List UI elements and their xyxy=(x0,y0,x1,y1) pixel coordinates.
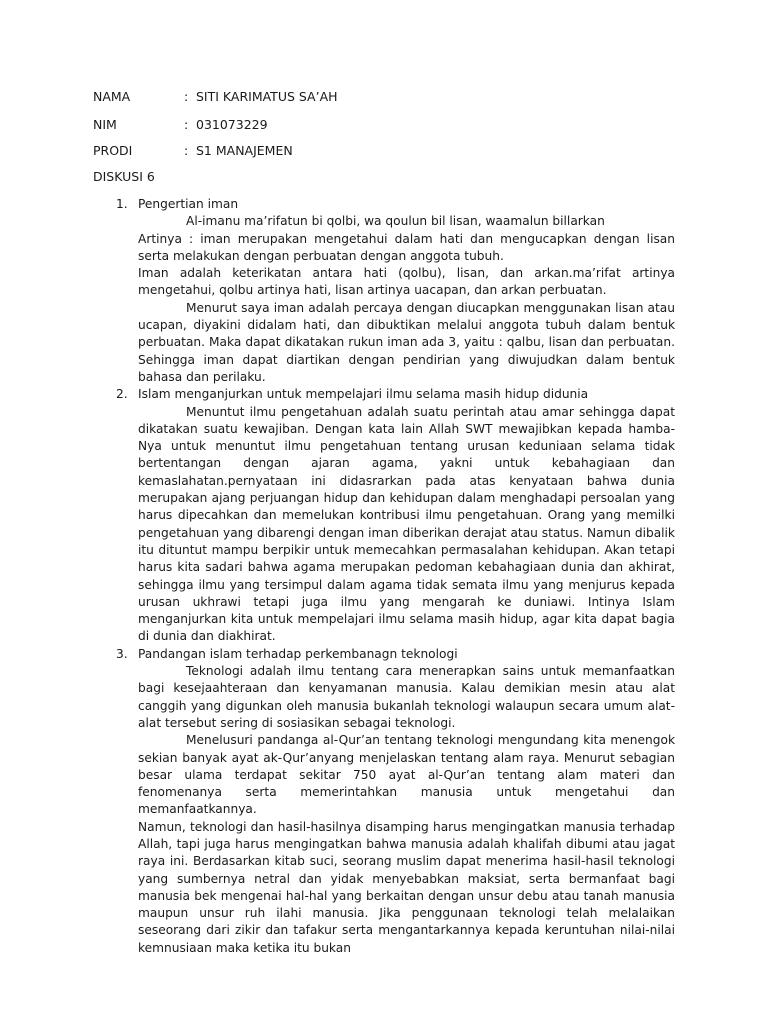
item-number: 1. xyxy=(116,197,128,211)
nim-colon: : xyxy=(184,117,189,132)
paragraph: Menurut saya iman adalah percaya dengan diucapkan menggunakan lisan atau ucapan, diyakini didalam hati, dan dibuktikan melalui anggota tubuh dalam bentuk perbuatan. Maka dapat dikatakan rukun iman ada 3, yaitu : qalbu, lisan dan perbuatan. Sehingga iman dapat diartikan dengan pendirian yang diwujudkan dalam bentuk bahasa dan perilaku. xyxy=(138,300,675,384)
discussion-content xyxy=(116,196,675,957)
paragraph: Namun, teknologi dan hasil-hasilnya disamping harus mengingatkan manusia terhadap Allah, tapi juga harus mengingatkan bahwa manusia adalah khalifah dibumi atau jagat raya ini. Berdasarkan kitab suci, seorang muslim dapat menerima hasil-hasil teknologi yang sumbernya netral dan yidak menyebabkan maksiat, serta bermanfaat bagi manusia bek mengenai hal-hal yang berkaitan dengan unsur debu atau tanah manusia maupun unsur ruh ilahi manusia. Jika penggunaan teknologi telah melalaikan seseorang dari zikir dan tafakur serta mengantarkannya kepada keruntuhan nilai-nilai kemnusiaan maka ketika itu bukan xyxy=(138,819,675,955)
nim-label: NIM xyxy=(93,117,117,132)
item-title: Pengertian iman xyxy=(138,197,239,211)
paragraph: Artinya : iman merupakan mengetahui dalam hati dan mengucapkan dengan lisan serta melakukan dengan perbuatan dengan anggota tubuh. xyxy=(138,231,675,263)
nama-value: SITI KARIMATUS SA’AH xyxy=(196,89,338,104)
arabic-definition: Al-imanu ma’rifatun bi qolbi, wa qoulun bil lisan, waamalun billarkan xyxy=(186,214,605,229)
prodi-value: S1 MANAJEMEN xyxy=(196,143,293,158)
list-item-1 xyxy=(116,196,675,386)
item-title: Islam menganjurkan untuk mempelajari ilmu selama masih hidup didunia xyxy=(138,387,589,402)
list-item-3 xyxy=(116,646,675,957)
prodi-colon: : xyxy=(184,143,189,158)
section-heading: DISKUSI 6 xyxy=(93,169,155,184)
item-number: 3. xyxy=(116,646,128,661)
prodi-label: PRODI xyxy=(93,143,133,158)
nim-value: 031073229 xyxy=(196,117,268,132)
item-title: Pandangan islam terhadap perkembanagn teknologi xyxy=(138,646,458,661)
paragraph: Menelusuri pandanga al-Qur’an tentang teknologi mengundang kita menengok sekian banyak ayat ak-Qur’anyang menjelaskan tentang alam raya. Menurut sebagian besar ulama terdapat sekitar 750 ayat al-Qur’an tentang alam materi dan fenomenanya serta memerintahkan manusia untuk mengetahui dan memanfaatkannya. xyxy=(138,733,675,817)
nama-colon: : xyxy=(184,89,189,104)
paragraph: Iman adalah keterikatan antara hati (qolbu), lisan, dan arkan.ma’rifat artinya mengetahui, qolbu artinya hati, lisan artinya uacapan, dan arkan perbuatan. xyxy=(138,266,675,298)
list-item-2 xyxy=(116,386,675,645)
item-number: 2. xyxy=(116,387,128,402)
paragraph: Menuntut ilmu pengetahuan adalah suatu perintah atau amar sehingga dapat dikatakan suatu kewajiban. Dengan kata lain Allah SWT mewajibkan kepada hamba-Nya untuk menuntut ilmu pengetahuan tentang urusan keduniaan selama tidak bertentangan dengan ajaran agama, yakni untuk kebahagiaan dan kemaslahatan.pernyataan ini didasrarkan pada atas kenyataan bahwa dunia merupakan ajang perjuangan hidup dan kehidupan dalam menghadapi persoalan yang harus dipecahkan dan memelukan kontribusi ilmu pengetahuan. Orang yang memilki pengetahuan yang dibarengi dengan iman diberikan derajat atau status. Namun dibalik itu dituntut mampu berpikir untuk memecahkan permasalahan kehidupan. Akan tetapi harus kita sadari bahwa agama merupakan pedoman kebahagiaan dunia dan akhirat, sehingga ilmu yang tersimpul dalam agama tidak semata ilmu yang menjurus kepada urusan ukhrawi tetapi juga ilmu yang mengarah ke duniawi. Intinya Islam menganjurkan kita untuk mempelajari ilmu selama masih hidup, agar kita dapat bagia di dunia dan diakhirat. xyxy=(138,404,675,644)
nama-label: NAMA xyxy=(93,89,131,104)
paragraph: Teknologi adalah ilmu tentang cara menerapkan sains untuk memanfaatkan bagi kesejaahteraan dan kenyamanan manusia. Kalau demikian mesin atau alat canggih yang digunkan oleh manusia bukanlah teknologi walaupun secara umum alat-alat tersebut sering di sosiasikan sebagai teknologi. xyxy=(138,664,675,730)
